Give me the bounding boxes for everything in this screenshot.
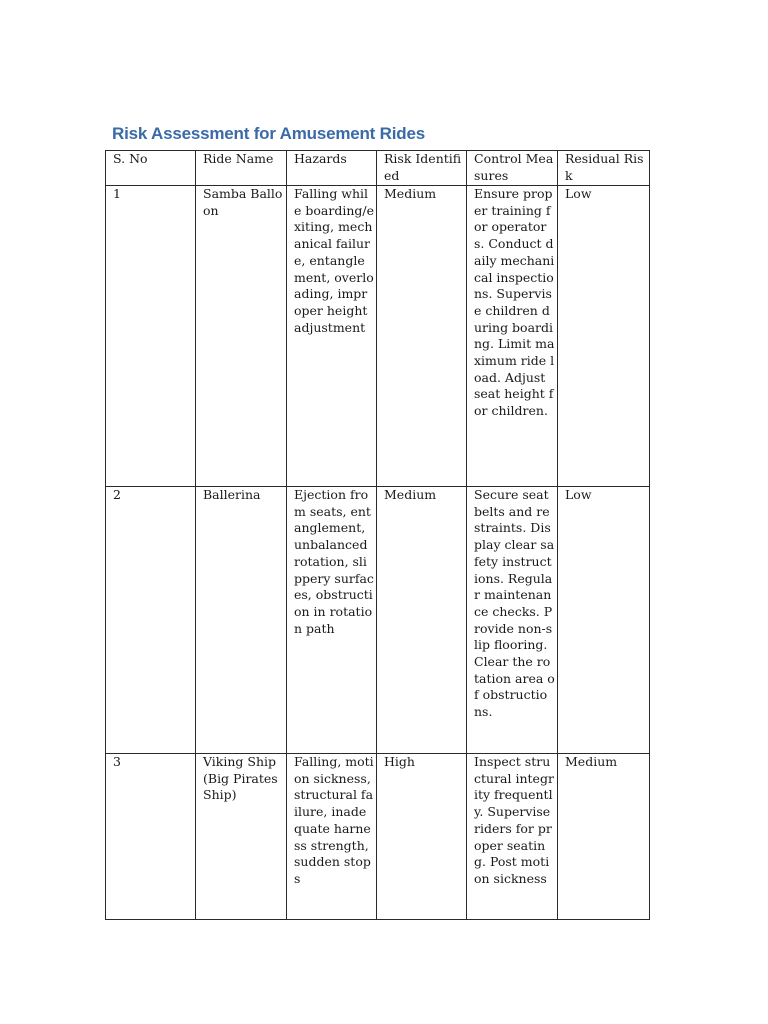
document-title: Risk Assessment for Amusement Rides (112, 124, 425, 143)
header-sno: S. No (106, 151, 196, 186)
header-control-measures: Control Measures (467, 151, 558, 186)
cell-residual-risk: Low (558, 186, 650, 487)
cell-hazards: Falling, motion sickness, structural failure, inadequate harness strength, sudden stops (287, 754, 377, 920)
header-residual-risk: Residual Risk (558, 151, 650, 186)
cell-control-measures: Ensure proper training for operators. Conduct daily mechanical inspections. Supervise children during boarding. Limit maximum ride load. Adjust seat height for children. (467, 186, 558, 487)
cell-sno: 1 (106, 186, 196, 487)
table-row (106, 186, 650, 487)
cell-control-measures: Secure seat belts and restraints. Display clear safety instructions. Regular maintenance checks. Provide non-slip flooring. Clear the rotation area of obstructions. (467, 487, 558, 754)
cell-risk-identified: Medium (377, 186, 467, 487)
cell-residual-risk: Medium (558, 754, 650, 920)
cell-hazards: Ejection from seats, entanglement, unbalanced rotation, slippery surfaces, obstruction in rotation path (287, 487, 377, 754)
cell-ride-name: Samba Balloon (196, 186, 287, 487)
risk-assessment-table (105, 150, 650, 920)
cell-residual-risk: Low (558, 487, 650, 754)
cell-ride-name: Ballerina (196, 487, 287, 754)
cell-hazards: Falling while boarding/exiting, mechanical failure, entanglement, overloading, improper height adjustment (287, 186, 377, 487)
table-header-row (106, 151, 650, 186)
cell-ride-name: Viking Ship (Big Pirates Ship) (196, 754, 287, 920)
header-risk-identified: Risk Identified (377, 151, 467, 186)
header-ride-name: Ride Name (196, 151, 287, 186)
cell-sno: 3 (106, 754, 196, 920)
table-row (106, 754, 650, 920)
cell-control-measures: Inspect structural integrity frequently. Supervise riders for proper seating. Post motion sickness (467, 754, 558, 920)
cell-sno: 2 (106, 487, 196, 754)
cell-risk-identified: High (377, 754, 467, 920)
header-hazards: Hazards (287, 151, 377, 186)
cell-risk-identified: Medium (377, 487, 467, 754)
table-row (106, 487, 650, 754)
